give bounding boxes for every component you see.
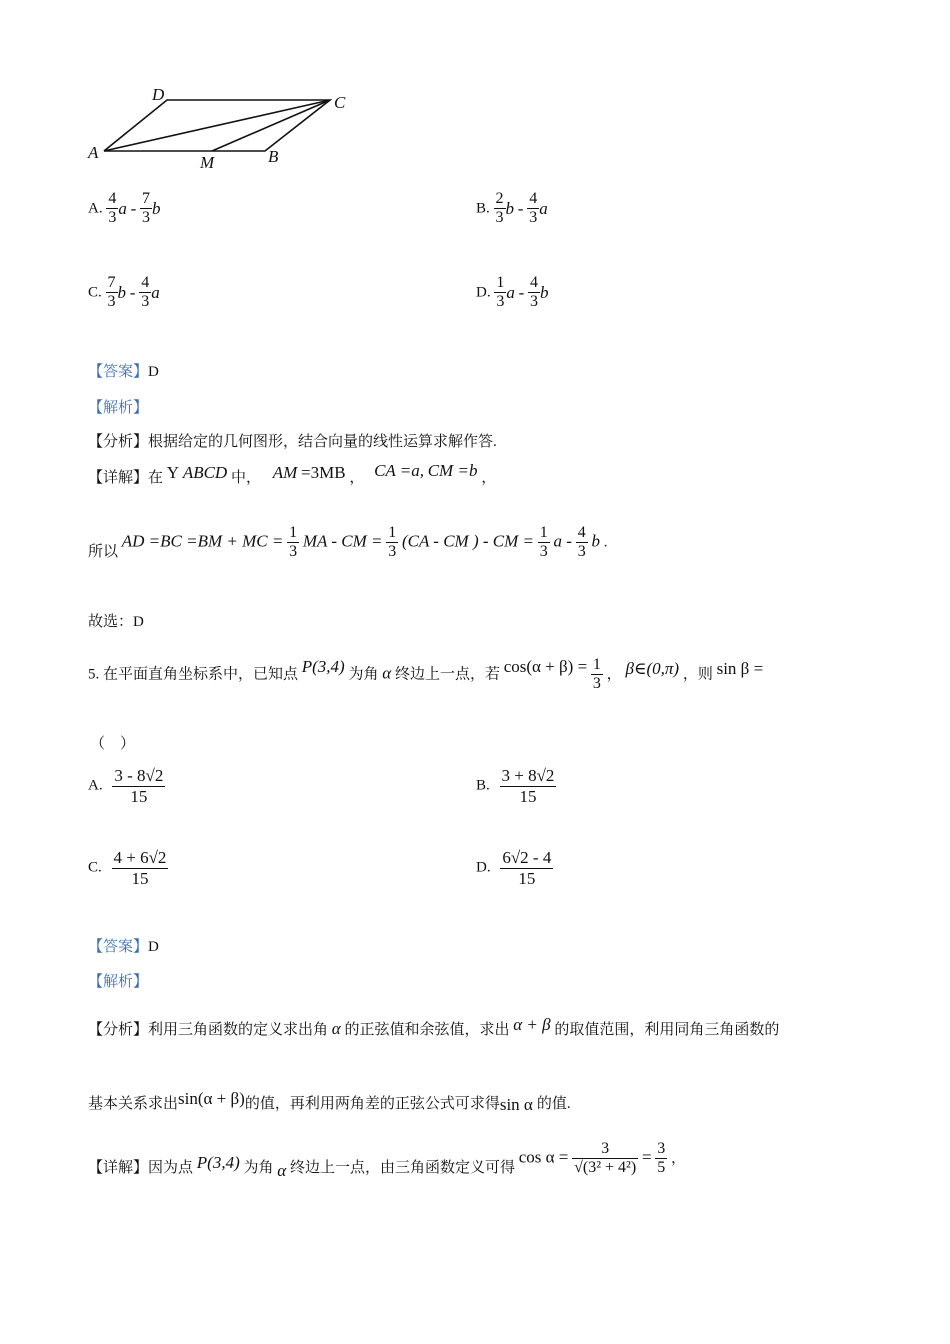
fenxi-tag: 【分析】	[88, 434, 149, 450]
b-var: b	[591, 531, 600, 551]
point-p: P(3,4)	[301, 657, 345, 677]
label-a: A	[88, 143, 99, 162]
q5-fenxi-line1	[88, 1015, 780, 1039]
stem-mid1: 为角	[348, 666, 379, 683]
point-p: P(3,4)	[196, 1153, 240, 1173]
xiangjie-tag: 【详解】	[88, 470, 149, 486]
option-letter: D.	[476, 284, 491, 301]
frac-num: 3 + 8√2	[501, 766, 555, 785]
q4-option-b[interactable]	[476, 190, 548, 228]
period: .	[603, 534, 608, 551]
q5-fenxi-line2	[88, 1089, 571, 1114]
parallelogram-symbol: Y	[166, 463, 180, 482]
q4-option-a[interactable]	[88, 190, 161, 228]
frac-num: 1	[538, 524, 550, 543]
label-d: D	[152, 85, 165, 104]
abcd-label: ABCD	[182, 463, 228, 482]
comma: ，	[481, 470, 497, 486]
frac-num: 3	[572, 1140, 638, 1159]
answer-tag: 【答案】	[88, 939, 149, 955]
frac-num: 6√2 - 4	[502, 848, 552, 867]
beta-range: β∈(0,π)	[625, 659, 680, 679]
fenxi-text: 的取值范围，利用同角三角函数的	[554, 1022, 780, 1038]
answer-tag: 【答案】	[88, 364, 149, 380]
fenxi-text: 的正弦值和余弦值，求出	[344, 1022, 510, 1038]
frac-den: 3	[495, 209, 504, 227]
frac-num: 3 - 8√2	[114, 766, 164, 785]
frac-num: 7	[140, 190, 152, 209]
vector-var: a	[539, 198, 548, 218]
minus-sign: -	[517, 198, 524, 218]
diagonal-ac	[104, 100, 330, 151]
q4-option-d[interactable]	[476, 274, 549, 312]
option-letter: B.	[476, 200, 490, 217]
q4-answer-line	[88, 360, 159, 381]
stem-pre: 5. 在平面直角坐标系中，已知点	[88, 666, 299, 683]
frac-num: 3	[655, 1140, 667, 1159]
q4-suoyi-line	[88, 524, 607, 562]
vector-var: b	[152, 198, 161, 218]
label-m: M	[200, 153, 215, 172]
option-letter: D.	[476, 859, 491, 876]
stem-end: ，则	[682, 666, 713, 683]
eq3mb-expr: =3MB	[301, 463, 346, 482]
alpha-plus-beta: α + β	[513, 1015, 551, 1034]
frac-num: 4 + 6√2	[113, 848, 167, 867]
frac-den: 15	[519, 786, 537, 806]
answer-value: D	[148, 939, 159, 955]
q5-paren-blank: （ ）	[90, 736, 136, 752]
zhong-text: 中，	[230, 470, 261, 486]
paren-expr: (CA - CM ) - CM =	[401, 531, 535, 551]
cm-expr: CM =b	[427, 461, 478, 480]
fenxi-text: 根据给定的几何图形，结合向量的线性运算求解作答.	[148, 434, 497, 450]
chain-expr: AD =BC =BM + MC =	[121, 531, 284, 551]
ca-expr: CA =a,	[374, 461, 424, 480]
frac-den: 15	[131, 868, 149, 888]
a-minus-expr: a -	[553, 531, 572, 551]
vector-var: b	[540, 282, 549, 302]
comma: ，	[671, 1150, 687, 1167]
frac-den: 3	[141, 293, 150, 311]
frac-den: 3	[529, 209, 538, 227]
xiangjie-text: 终边上一点，由三角函数定义可得	[289, 1160, 515, 1177]
q5-answer-line	[88, 935, 159, 956]
option-letter: C.	[88, 859, 102, 876]
q4-guxuan: 故选：D	[88, 614, 144, 630]
frac-num: 1	[386, 524, 398, 543]
q5-option-a[interactable]	[88, 766, 165, 806]
frac-num: 4	[527, 190, 539, 209]
frac-num: 2	[494, 190, 506, 209]
q5-option-c[interactable]	[88, 848, 168, 888]
frac-den: 15	[518, 868, 536, 888]
frac-den: 3	[108, 209, 117, 227]
q4-xiangjie-line	[88, 461, 497, 487]
am-expr: AM	[272, 463, 298, 482]
frac-den: 3	[592, 675, 601, 693]
sin-a-expr: sin α	[499, 1095, 533, 1114]
minus-sign: -	[129, 282, 136, 302]
vector-var: b	[117, 282, 127, 302]
frac-num: 4	[576, 524, 588, 543]
frac-den: 3	[107, 293, 116, 311]
vector-var: a	[151, 282, 160, 302]
comma: ，	[349, 470, 365, 486]
option-letter: C.	[88, 284, 102, 301]
xiangjie-tag: 【详解】	[88, 1160, 149, 1177]
q5-option-d[interactable]	[476, 848, 553, 888]
xiangjie-text: 为角	[243, 1160, 274, 1177]
option-letter: A.	[88, 777, 103, 794]
minus-sign: -	[518, 282, 525, 302]
fenxi-text: 基本关系求出	[88, 1096, 179, 1112]
frac-den: 3	[496, 293, 505, 311]
fenxi-text: 的值.	[536, 1096, 571, 1112]
xiangjie-pre: 在	[148, 470, 164, 486]
frac-num: 4	[139, 274, 151, 293]
frac-den: 3	[388, 543, 397, 561]
frac-den: 15	[130, 786, 148, 806]
sin-beta: sin β =	[716, 659, 764, 679]
frac-den: 3	[142, 209, 151, 227]
xiangjie-text: 因为点	[148, 1160, 194, 1177]
suoyi-text: 所以	[88, 544, 119, 561]
q5-jiexi-tag: 【解析】	[88, 974, 149, 990]
eq-sign: =	[641, 1147, 652, 1167]
frac-num: 7	[106, 274, 118, 293]
stem-mid2: 终边上一点，若	[394, 666, 500, 683]
q4-jiexi-tag: 【解析】	[88, 400, 149, 416]
sin-ab-expr: sin(α + β)	[178, 1089, 245, 1108]
vector-var: a	[118, 198, 127, 218]
frac-num: 1	[287, 524, 299, 543]
answer-value: D	[148, 364, 159, 380]
frac-den: 3	[577, 543, 586, 561]
alpha-symbol: α	[382, 663, 392, 683]
q4-option-c[interactable]	[88, 274, 160, 312]
q5-option-b[interactable]	[476, 766, 556, 806]
fenxi-tag: 【分析】	[88, 1022, 149, 1038]
cos-expr: cos(α + β) =	[503, 657, 588, 677]
cos-a-expr: cos α =	[518, 1147, 569, 1167]
frac-den: 5	[657, 1159, 666, 1177]
frac-den: √(3² + 4²)	[574, 1159, 637, 1177]
option-letter: B.	[476, 777, 490, 794]
q4-fenxi-line	[88, 430, 497, 451]
vector-var: b	[505, 198, 515, 218]
q5-xiangjie-line	[88, 1140, 687, 1181]
frac-num: 1	[591, 656, 603, 675]
minus-sign: -	[130, 198, 137, 218]
fenxi-text: 的值，再利用两角差的正弦公式可求得	[244, 1096, 500, 1112]
option-letter: A.	[88, 200, 103, 217]
alpha-symbol: α	[277, 1161, 287, 1181]
frac-den: 3	[530, 293, 539, 311]
ma-cm-expr: MA - CM =	[302, 531, 383, 551]
parallelogram-figure	[80, 80, 380, 175]
frac-den: 3	[289, 543, 298, 561]
label-c: C	[334, 93, 346, 112]
comma: ，	[606, 666, 622, 683]
fenxi-text: 利用三角函数的定义求出角	[148, 1022, 329, 1038]
vector-var: a	[506, 282, 515, 302]
q5-stem	[88, 656, 763, 694]
segment-mc	[212, 100, 330, 151]
frac-num: 4	[528, 274, 540, 293]
alpha-symbol: α	[331, 1019, 341, 1038]
frac-num: 4	[106, 190, 118, 209]
label-b: B	[268, 147, 279, 166]
frac-den: 3	[539, 543, 548, 561]
frac-num: 1	[494, 274, 506, 293]
